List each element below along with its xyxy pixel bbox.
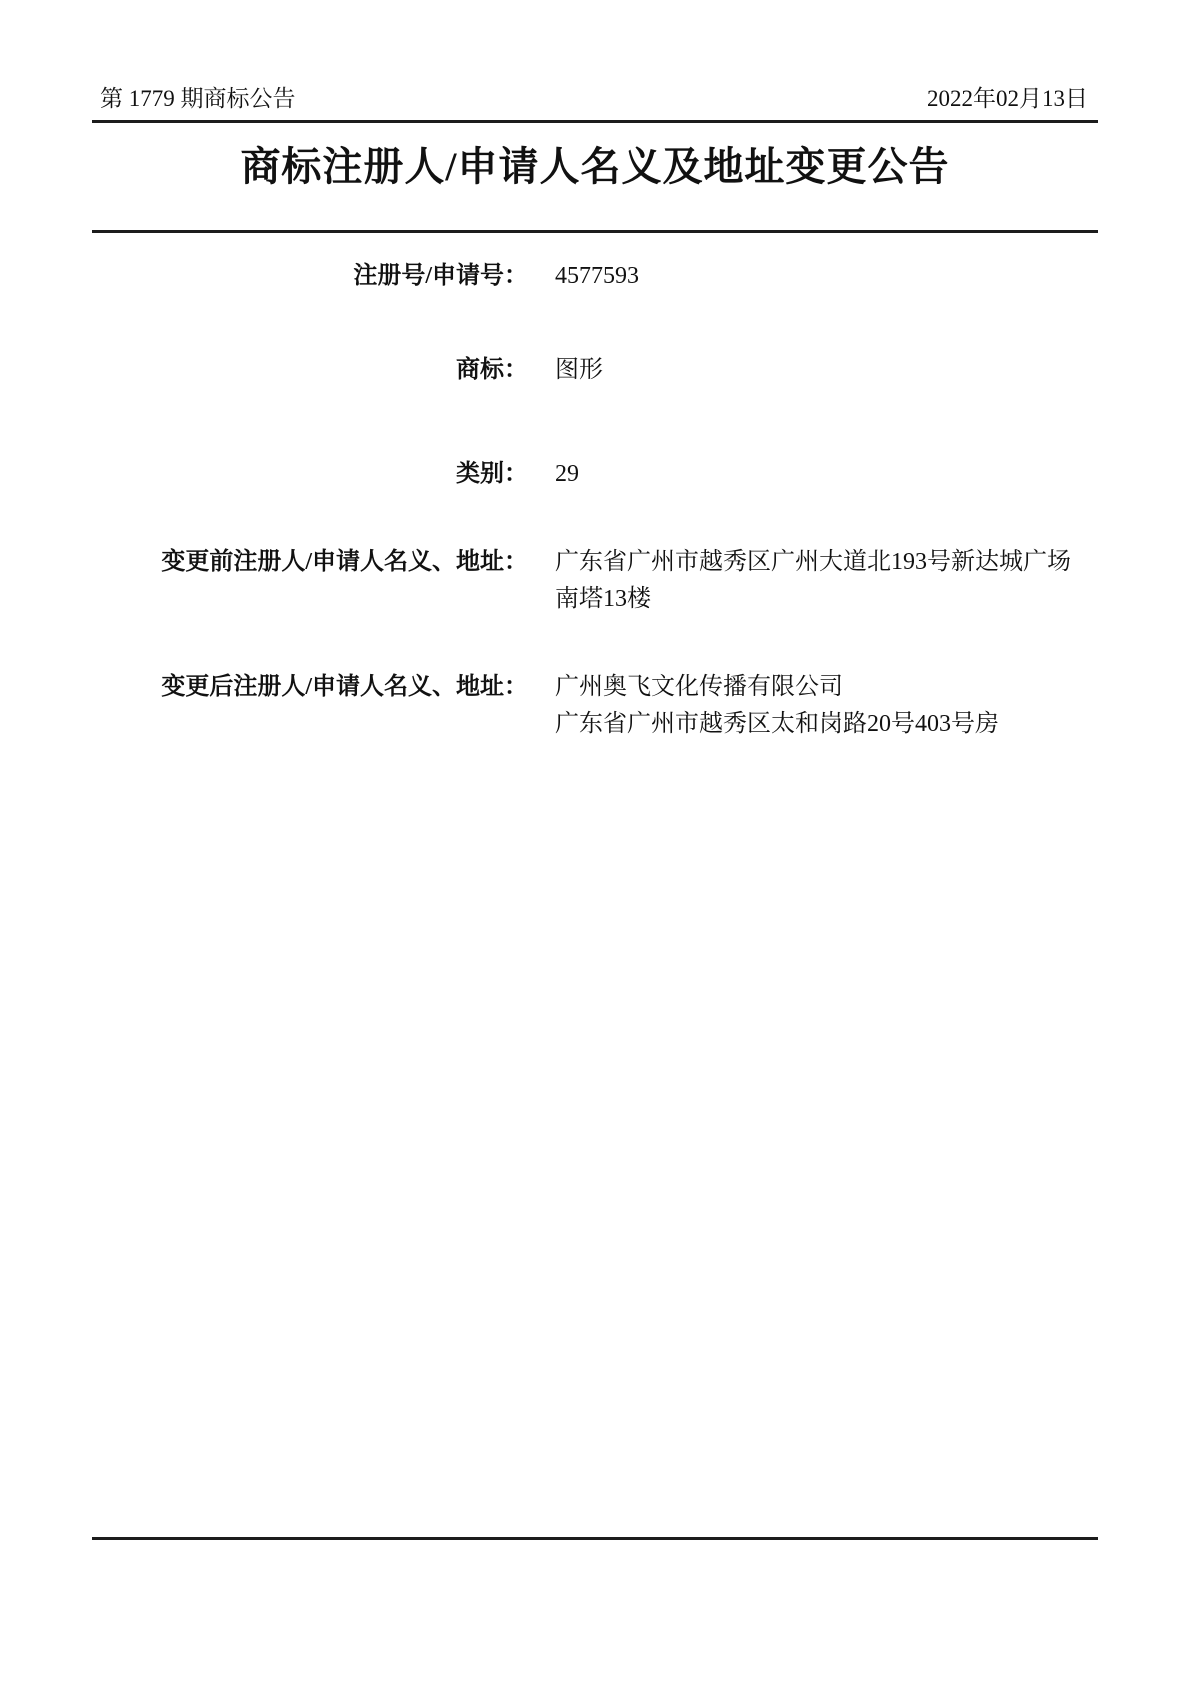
footer-divider (92, 1537, 1098, 1540)
field-value-line: 4577593 (555, 263, 639, 289)
field-value (555, 258, 1095, 295)
field-value (555, 456, 1095, 493)
field-value (555, 352, 1095, 389)
field-value-line: 29 (555, 461, 579, 487)
field-value-line: 广东省广州市越秀区太和岗路20号403号房 (555, 711, 999, 737)
field-value (555, 669, 1095, 743)
field-label: 商标： (456, 357, 528, 383)
header-issue-label: 第 1779 期商标公告 (100, 86, 296, 111)
field-row-trademark (95, 352, 1095, 389)
field-row-registration-number (95, 258, 1095, 295)
field-value-line: 图形 (555, 357, 603, 383)
title-divider (92, 230, 1098, 233)
field-label: 变更前注册人/申请人名义、地址： (161, 549, 528, 575)
field-value-line: 广东省广州市越秀区广州大道北193号新达城广场 (555, 549, 1071, 575)
header-divider (92, 120, 1098, 123)
page-header (100, 84, 1088, 114)
field-row-after-change (95, 669, 1095, 743)
field-value-line: 南塔13楼 (555, 586, 651, 612)
field-value (555, 544, 1095, 618)
field-label: 类别： (456, 461, 528, 487)
page-title: 商标注册人/申请人名义及地址变更公告 (240, 144, 950, 189)
field-value-line: 广州奥飞文化传播有限公司 (555, 674, 843, 700)
field-row-before-change (95, 544, 1095, 618)
header-date-label: 2022年02月13日 (927, 86, 1088, 111)
field-row-class (95, 456, 1095, 493)
field-label: 注册号/申请号： (353, 263, 528, 289)
field-label: 变更后注册人/申请人名义、地址： (161, 674, 528, 700)
